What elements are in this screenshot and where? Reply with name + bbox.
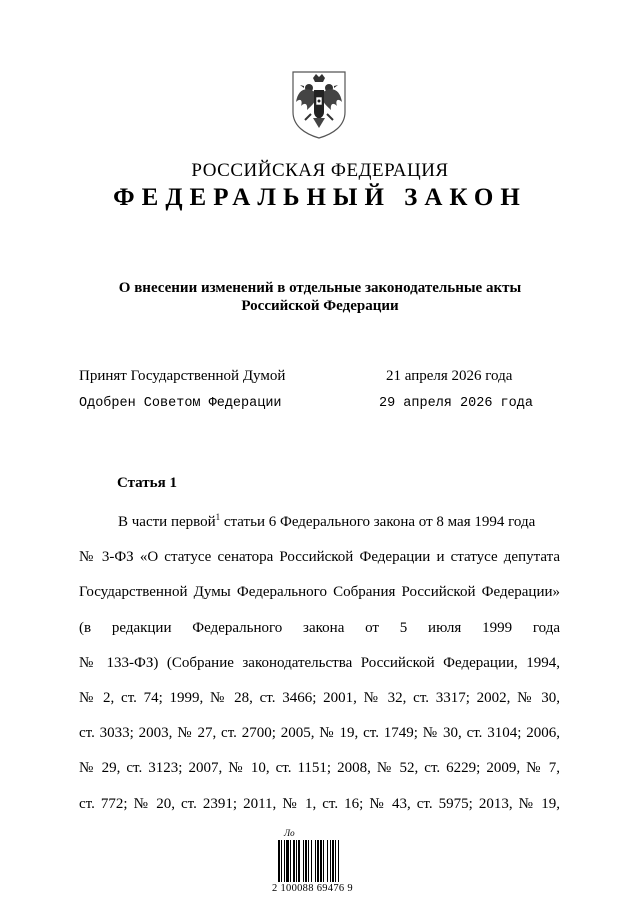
barcode-bar [335,840,336,882]
council-approval-date: 29 апреля 2026 года [379,396,533,411]
barcode-bar [327,840,328,882]
barcode-bar [332,840,334,882]
barcode-bar [330,840,331,882]
law-title-line: О внесении изменений в отдельные законодательные акты [118,280,522,296]
law-title-line: Российской Федерации [241,298,399,314]
article-line: ст. 772; № 20, ст. 2391; 2011, № 1, ст. 16; № 43, ст. 5975; 2013, № 19, [79,795,560,812]
article-line: № 29, ст. 3123; 2007, № 10, ст. 1151; 2008, № 52, ст. 6229; 2009, № 7, [79,760,560,777]
article-line: Государственной Думы Федерального Собрания Российской Федерации» [79,584,560,601]
article-first-line [79,505,560,540]
barcode-bar [290,840,291,882]
duma-adoption-label: Принят Государственной Думой [79,368,286,384]
barcode-bar [286,840,289,882]
barcode-bar [278,840,280,882]
barcode-bar [296,840,297,882]
barcode-bar [305,840,307,882]
barcode-bar [293,840,295,882]
barcode-bar [315,840,316,882]
article-line: № 133-ФЗ) (Собрание законодательства Российской Федерации, 1994, [79,654,560,671]
barcode-bar [284,840,285,882]
barcode-bar [323,840,324,882]
council-approval-label: Одобрен Советом Федерации [79,396,282,411]
barcode-number: 2 100088 69476 9 [272,883,353,894]
handwritten-mark: Ло [284,828,295,838]
barcode-bar [320,840,322,882]
barcode-bar [311,840,312,882]
law-type-heading: ФЕДЕРАЛЬНЫЙ ЗАКОН [113,184,527,211]
article-text-fragment: статьи 6 Федерального закона от 8 мая 1994 года [220,514,536,530]
article-text-fragment: В части первой [118,514,216,530]
barcode-bar [298,840,300,882]
coat-of-arms-icon [287,68,351,140]
duma-adoption-date: 21 апреля 2026 года [386,368,513,384]
barcode-bar [338,840,339,882]
article-line: № 2, ст. 74; 1999, № 28, ст. 3466; 2001, № 32, ст. 3317; 2002, № 30, [79,689,560,706]
barcode-bar [281,840,282,882]
article-line: № 3-ФЗ «О статусе сенатора Российской Федерации и статусе депутата [79,549,560,566]
barcode-bar [303,840,304,882]
footnote-marker: 1 [215,512,221,522]
article-heading: Статья 1 [117,475,177,491]
barcode-bar [317,840,319,882]
barcode-bar [308,840,309,882]
article-line: ст. 3033; 2003, № 27, ст. 2700; 2005, № 19, ст. 1749; № 30, ст. 3104; 2006, [79,725,560,742]
article-line: (в редакции Федерального закона от 5 июля 1999 года [79,619,560,636]
article-body [79,505,560,822]
country-heading: РОССИЙСКАЯ ФЕДЕРАЦИЯ [191,160,449,181]
barcode-icon [278,840,368,882]
law-title [80,279,560,315]
